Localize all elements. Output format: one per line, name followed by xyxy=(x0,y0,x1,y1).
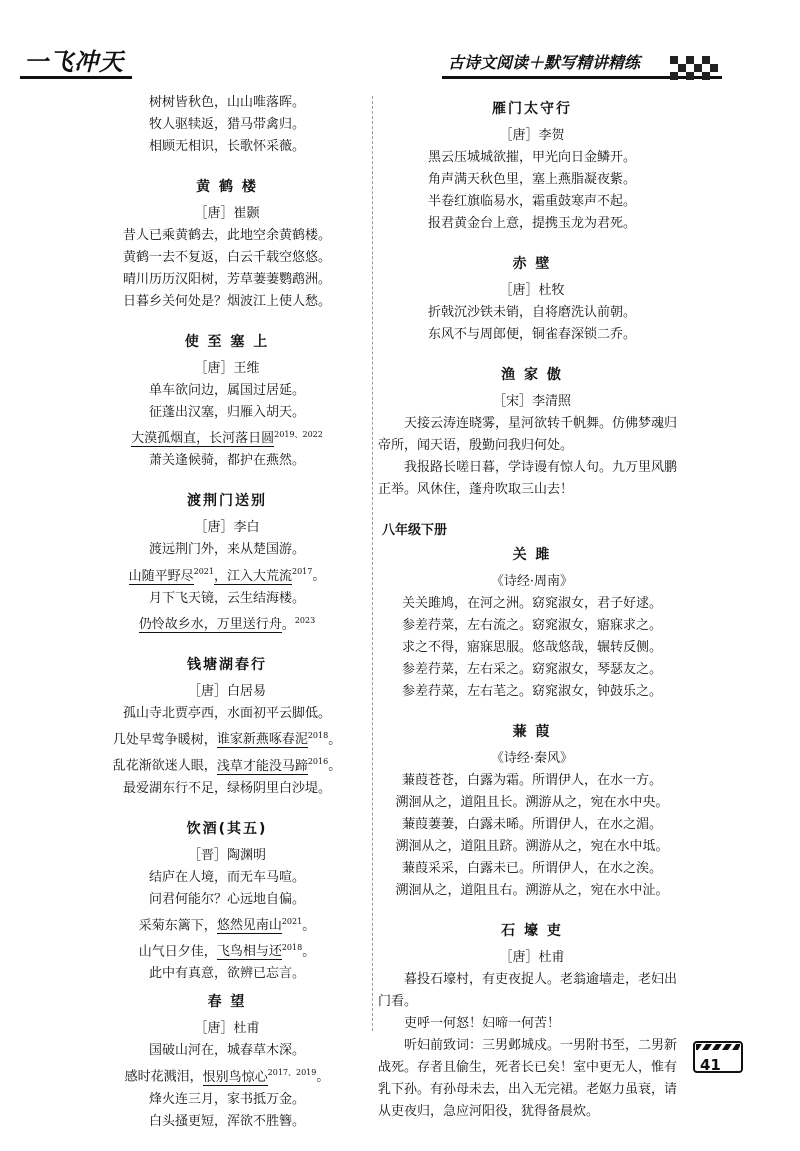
poem-title: 饮酒(其五) xyxy=(186,820,268,837)
poem-chunwang xyxy=(82,991,372,1132)
poem-line: 参差荇菜，左右流之。窈窕淑女，寤寐求之。 xyxy=(401,618,662,633)
poem-line: 牧人驱犊返，猎马带禽归。 xyxy=(148,117,305,132)
poem-author: ［唐］杜甫 xyxy=(194,1021,260,1037)
poem-line: 折戟沉沙铁未销，自将磨洗认前朝。 xyxy=(427,305,636,320)
poem-line: 求之不得，寤寐思服。悠哉悠哉，辗转反侧。 xyxy=(401,640,662,655)
poem-line: 日暮乡关何处是？烟波江上使人愁。 xyxy=(122,294,331,309)
poem-title: 钱塘湖春行 xyxy=(187,656,267,673)
poem-line xyxy=(82,725,372,751)
line-text: 采菊东篱下， xyxy=(138,917,217,933)
punctuation: 。 xyxy=(312,568,326,584)
line-text: 山气日夕佳， xyxy=(138,944,217,960)
poem-chibi xyxy=(378,253,686,346)
exam-year-marker: 2021 xyxy=(193,567,214,577)
poem-line: 东风不与周郎便，铜雀春深锁二乔。 xyxy=(427,327,636,342)
poem-author: ［唐］李白 xyxy=(194,520,260,536)
poem-paragraph: 天接云涛连晓雾，星河欲转千帆舞。仿佛梦魂归帝所，闻天语，殷勤问我归何处。 xyxy=(378,416,678,453)
poem-line xyxy=(82,1062,372,1088)
exam-year-marker: 2021 xyxy=(281,916,303,926)
poem-jianjia xyxy=(378,721,686,902)
poem-line: 蒹葭采采，白露未已。所谓伊人，在水之涘。 xyxy=(401,861,662,876)
poem-yujiaao xyxy=(378,364,686,501)
underlined-text: 飞鸟相与还 xyxy=(216,944,282,960)
underlined-text: 谁家新燕啄春泥 xyxy=(216,732,308,748)
left-column xyxy=(82,92,372,1151)
column-divider xyxy=(372,96,373,1031)
poem-title: 蒹 葭 xyxy=(512,724,552,740)
brand-underline xyxy=(20,76,132,79)
poem-paragraph: 吏呼一何怒！妇啼一何苦！ xyxy=(404,1016,561,1031)
poem-line: 角声满天秋色里，塞上燕脂凝夜紫。 xyxy=(427,172,636,187)
poem-paragraph: 暮投石壕村，有吏夜捉人。老翁逾墙走，老妇出门看。 xyxy=(378,972,678,1009)
poem-title: 关 雎 xyxy=(512,547,552,563)
underlined-text: 浅草才能没马蹄 xyxy=(216,758,308,774)
series-title: 古诗文阅读＋默写精讲精练 xyxy=(448,53,641,72)
poem-line: 蒹葭苍苍，白露为霜。所谓伊人，在水一方。 xyxy=(401,773,662,788)
poem-line: 昔人已乘黄鹤去，此地空余黄鹤楼。 xyxy=(122,228,331,243)
poem-line: 参差荇菜，左右采之。窈窕淑女，琴瑟友之。 xyxy=(401,662,662,677)
page-header xyxy=(0,0,800,92)
exam-year-marker: 2018 xyxy=(307,730,329,740)
poem-author: ［唐］崔颢 xyxy=(194,206,260,221)
line-text: 感时花溅泪， xyxy=(124,1069,203,1085)
poem-line: 单车欲问边，属国过居延。 xyxy=(148,383,305,398)
checker-pattern-icon xyxy=(670,56,722,80)
poem-line: 国破山河在，城春草木深。 xyxy=(148,1043,305,1059)
poem-line: 征蓬出汉塞，归雁入胡天。 xyxy=(148,405,305,420)
poem-title: 石 壕 吏 xyxy=(501,923,563,939)
poem-yanmen xyxy=(378,98,686,235)
poem-dujingmen xyxy=(82,490,372,636)
poem-author: 《诗经·秦风》 xyxy=(490,751,574,766)
poem-line: 孤山寺北贾亭西，水面初平云脚低。 xyxy=(122,705,331,721)
poem-title: 雁门太守行 xyxy=(492,101,572,117)
poem-line: 问君何能尔？心远地自偏。 xyxy=(148,891,305,907)
exam-year-marker: 2017、2019 xyxy=(267,1068,317,1078)
poem-yinjiu xyxy=(82,818,372,986)
poem-author: ［宋］李清照 xyxy=(492,394,571,409)
poem-title: 使 至 塞 上 xyxy=(184,334,270,350)
poem-line: 黑云压城城欲摧，甲光向日金鳞开。 xyxy=(427,150,636,165)
poem-title: 渡荆门送别 xyxy=(187,493,267,510)
poem-paragraph: 我报路长嗟日暮，学诗谩有惊人句。九万里风鹏正举。风休住，蓬舟吹取三山去！ xyxy=(378,460,678,497)
poem-shihaoli xyxy=(378,920,686,1123)
poem-line: 关关雎鸠，在河之洲。窈窕淑女，君子好逑。 xyxy=(401,596,662,611)
punctuation: 。 xyxy=(316,1069,330,1085)
poem-line: 报君黄金台上意，提携玉龙为君死。 xyxy=(427,216,636,231)
line-text: 乱花渐欲迷人眼， xyxy=(112,758,217,774)
right-column xyxy=(378,92,686,1141)
poem-line xyxy=(82,911,372,937)
punctuation: 。 xyxy=(302,944,316,960)
underlined-text: 悠然见南山 xyxy=(216,917,282,933)
poem-line: 黄鹤一去不复返，白云千载空悠悠。 xyxy=(122,250,331,265)
section-heading: 八年级下册 xyxy=(382,523,448,538)
poem-author: ［唐］杜甫 xyxy=(499,950,565,965)
poem-title: 春 望 xyxy=(207,994,247,1011)
punctuation: 。 xyxy=(302,917,316,933)
exam-year-marker: 2017 xyxy=(292,567,313,577)
poem-line: 参差荇菜，左右芼之。窈窕淑女，钟鼓乐之。 xyxy=(401,684,662,699)
poem-line: 相顾无相识，长歌怀采薇。 xyxy=(148,139,305,154)
exam-year-marker: 2023 xyxy=(294,615,316,625)
underlined-text: 恨别鸟惊心 xyxy=(202,1069,268,1085)
poem-line: 最爱湖东行不足，绿杨阴里白沙堤。 xyxy=(122,780,331,796)
underlined-text: ，江入大荒流 xyxy=(213,568,292,584)
poem-line: 烽火连三月，家书抵万金。 xyxy=(148,1091,305,1107)
poem-line: 晴川历历汉阳树，芳草萋萋鹦鹉洲。 xyxy=(122,272,331,287)
underlined-text: 仍怜故乡水，万里送行舟 xyxy=(138,616,282,632)
poem-title: 渔 家 傲 xyxy=(501,367,563,383)
punctuation: 。 xyxy=(281,616,295,632)
poem-author: ［晋］陶渊明 xyxy=(187,847,266,863)
poem-line xyxy=(82,561,372,587)
poem-guanju xyxy=(378,544,686,703)
poem-line xyxy=(82,751,372,777)
page-number: 41 xyxy=(700,1056,721,1074)
poem-huanghelou xyxy=(82,176,372,313)
poem-line: 半卷红旗临易水，霜重鼓寒声不起。 xyxy=(427,194,636,209)
poem-author: ［唐］杜牧 xyxy=(499,283,565,298)
poem-author: ［唐］王维 xyxy=(194,361,260,376)
poem-title: 赤 壁 xyxy=(512,256,552,272)
poem-line: 树树皆秋色，山山唯落晖。 xyxy=(148,95,305,110)
poem-author: 《诗经·周南》 xyxy=(490,574,574,589)
poem-line: 白头搔更短，浑欲不胜簪。 xyxy=(148,1113,305,1129)
poem-line: 蒹葭萋萋，白露未晞。所谓伊人，在水之湄。 xyxy=(401,817,662,832)
poem-line: 此中有真意，欲辨已忘言。 xyxy=(148,966,305,982)
exam-year-marker: 2019、2022 xyxy=(274,430,323,439)
poem-author: ［唐］白居易 xyxy=(187,683,266,699)
poem-line: 溯洄从之，道阻且长。溯游从之，宛在水中央。 xyxy=(395,795,669,810)
poem-line xyxy=(82,610,372,636)
brand-logo: 一飞冲天 xyxy=(24,48,124,76)
poem-line: 溯洄从之，道阻且跻。溯游从之，宛在水中坻。 xyxy=(395,839,669,854)
underlined-text: 山随平野尽 xyxy=(128,568,194,584)
poem-continuation xyxy=(82,92,372,158)
punctuation: 。 xyxy=(328,732,342,748)
punctuation: 。 xyxy=(328,758,342,774)
poem-line: 结庐在人境，而无车马喧。 xyxy=(148,869,305,885)
exam-year-marker: 2018 xyxy=(281,942,303,952)
poem-shizhisaishang xyxy=(82,331,372,472)
poem-title: 黄 鹤 楼 xyxy=(196,179,258,195)
exam-year-marker: 2016 xyxy=(307,757,329,767)
poem-line xyxy=(82,937,372,963)
underlined-text: 大漠孤烟直，长河落日圆 xyxy=(131,431,275,447)
poem-line: 月下飞天镜，云生结海楼。 xyxy=(148,590,305,606)
line-text: 几处早莺争暖树， xyxy=(112,732,217,748)
poem-line: 萧关逢候骑，都护在燕然。 xyxy=(148,453,305,469)
poem-line xyxy=(82,424,372,450)
poem-line: 溯洄从之，道阻且右。溯游从之，宛在水中沚。 xyxy=(395,883,669,898)
poem-line: 渡远荆门外，来从楚国游。 xyxy=(148,542,305,558)
poem-author: ［唐］李贺 xyxy=(499,128,565,143)
poem-paragraph: 听妇前致词：三男邺城戍。一男附书至，二男新战死。存者且偷生，死者长已矣！室中更无人，惟有乳下孙。有孙母未去，出入无完裙。老妪力虽衰，请从吏夜归，急应河阳役，犹得备晨炊。 xyxy=(378,1038,678,1119)
poem-qiantanghu xyxy=(82,654,372,800)
